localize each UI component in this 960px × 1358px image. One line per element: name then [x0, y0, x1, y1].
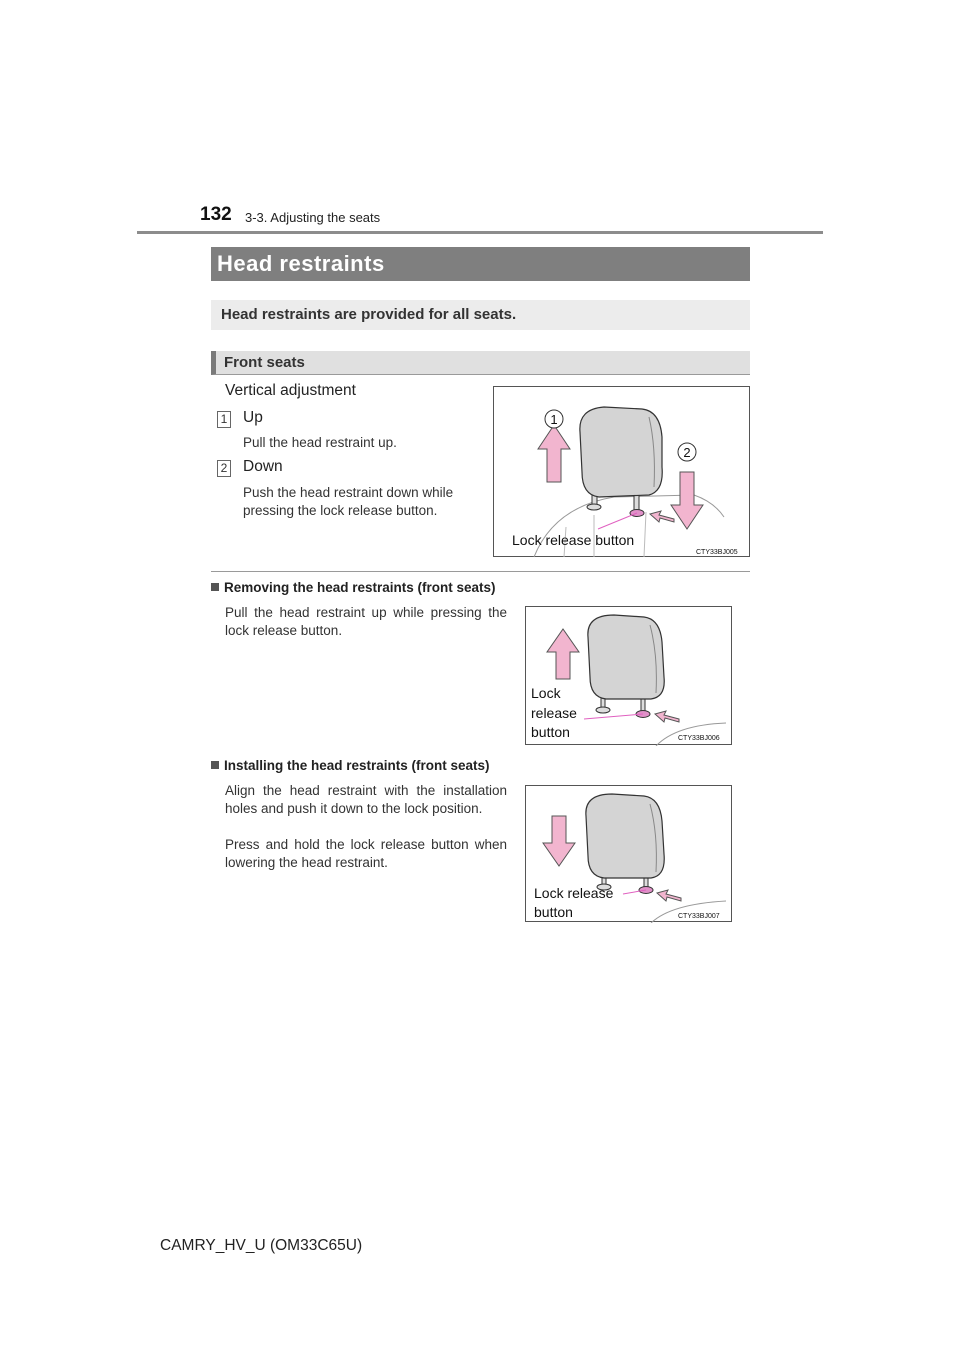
down-arrow-icon — [543, 816, 575, 866]
section-title-bar — [211, 247, 750, 281]
subsection-bar — [211, 351, 750, 375]
figure-removing — [525, 606, 732, 745]
installing-heading-text: Installing the head restraints (front seats) — [224, 758, 490, 773]
figure-3-callout-line-2: button — [534, 904, 573, 920]
head-restraint-shape — [586, 794, 664, 878]
push-arrow-icon — [650, 511, 674, 522]
figure-3-code: CTY33BJ007 — [678, 913, 720, 920]
bullet-square-icon — [211, 583, 219, 591]
down-arrow-icon — [671, 472, 703, 529]
push-arrow-icon — [655, 711, 679, 722]
chapter-title: 3-3. Adjusting the seats — [245, 210, 381, 225]
figure-2-code: CTY33BJ006 — [678, 735, 720, 742]
installing-text-2: Press and hold the lock release button when lowering the head restraint. — [225, 837, 507, 870]
step-desc-down: Push the head restraint down while pressing the lock release button. — [243, 485, 454, 518]
push-arrow-icon — [657, 890, 681, 901]
step-number-2: 2 — [217, 460, 231, 477]
bullet-square-icon — [211, 761, 219, 769]
figure-installing — [525, 785, 732, 922]
step-desc-up: Pull the head restraint up. — [243, 435, 397, 450]
step-label-up: Up — [243, 409, 263, 426]
figure-vertical-adjustment — [493, 386, 750, 557]
figure-2-callout-line-2: release — [531, 705, 577, 721]
section-title: Head restraints — [217, 251, 385, 276]
removing-heading-text: Removing the head restraints (front seats) — [224, 580, 496, 595]
figure-marker-2: 2 — [683, 445, 691, 460]
section-divider — [211, 571, 750, 572]
vertical-adjustment-lead: Vertical adjustment — [225, 382, 356, 399]
installing-heading — [211, 758, 490, 773]
installing-text-1: Align the head restraint with the installation holes and push it down to the lock position. — [225, 783, 507, 816]
figure-marker-1: 1 — [550, 412, 558, 427]
intro-text: Head restraints are provided for all seats. — [221, 306, 517, 323]
removing-text: Pull the head restraint up while pressing the lock release button. — [225, 605, 507, 638]
figure-1-drawing — [494, 387, 751, 558]
figure-2-callout-line-1: Lock — [531, 685, 561, 701]
step-label-down: Down — [243, 458, 283, 475]
head-restraint-shape — [588, 615, 664, 699]
step-number-1: 1 — [217, 411, 231, 428]
figure-3-drawing — [526, 786, 733, 923]
figure-2-callout-line-3: button — [531, 724, 570, 740]
figure-1-callout: Lock release button — [512, 532, 635, 548]
figure-3-callout-line-1: Lock release — [534, 885, 614, 901]
header-rule — [137, 231, 823, 234]
up-arrow-icon — [547, 629, 579, 679]
page-number: 132 — [200, 204, 232, 225]
removing-heading — [211, 580, 496, 595]
up-arrow-icon — [538, 425, 570, 482]
intro-bar — [211, 300, 750, 330]
subsection-title: Front seats — [224, 354, 305, 371]
figure-1-code: CTY33BJ005 — [696, 549, 738, 556]
figure-2-drawing — [526, 607, 733, 746]
footer-model-code: CAMRY_HV_U (OM33C65U) — [160, 1237, 363, 1254]
